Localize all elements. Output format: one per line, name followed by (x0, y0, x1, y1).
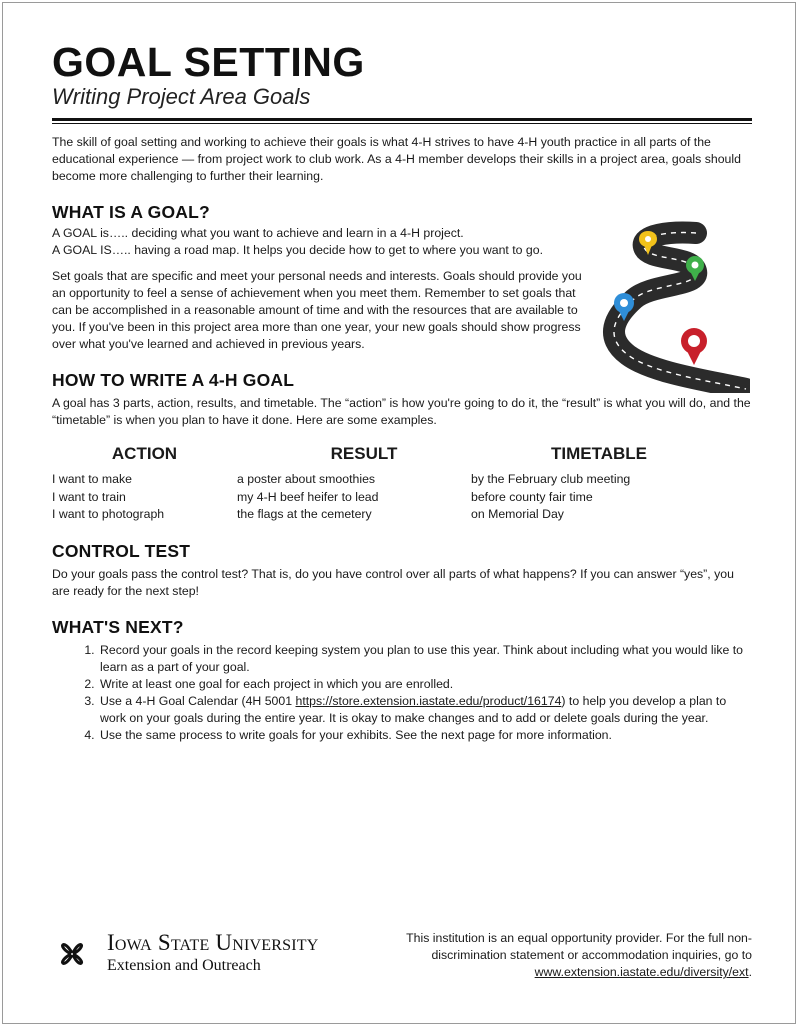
what-is-goal-section (52, 225, 752, 353)
result-column (237, 443, 471, 524)
result-cell: the flags at the cemetery (237, 507, 372, 521)
road-icon (614, 233, 746, 389)
timetable-cell: by the February club meeting (471, 472, 631, 486)
next-step-item: 2. Write at least one goal for each project in which you are enrolled. (98, 676, 752, 693)
map-pin-red-icon (681, 328, 707, 365)
nondiscrimination-statement (392, 930, 752, 981)
next-step-item: 1. Record your goals in the record keeping system you plan to use this year. Think about including what you would like to learn as a part of your goal. (98, 642, 752, 676)
title-rule-thin (52, 123, 752, 124)
action-cell: I want to photograph (52, 507, 165, 521)
result-column-header: RESULT (330, 444, 398, 463)
timetable-cell: on Memorial Day (471, 507, 564, 521)
footer (52, 928, 752, 978)
next-steps-list (52, 642, 752, 744)
section-heading-how-to-write: HOW TO WRITE A 4-H GOAL (52, 370, 295, 390)
next-step-item: 4. Use the same process to write goals for your exhibits. See the next page for more information. (98, 727, 752, 744)
result-cell: a poster about smoothies (237, 472, 376, 486)
section-heading-what-is-a-goal: WHAT IS A GOAL? (52, 202, 210, 222)
four-h-clover-icon (52, 934, 92, 974)
next-step-item-text: ) to help you develop a plan to work on your goals during the entire year. It is okay to make changes and to add or delete goals during the year. (100, 693, 727, 725)
result-cell: my 4-H beef heifer to lead (237, 489, 379, 504)
road-map-illustration (600, 221, 750, 393)
how-to-paragraph: A goal has 3 parts, action, results, and timetable. The “action” is how you're going to do it, the “result” is what you will do, and the “timetable” is when you plan to have it done. Here are some examples. (52, 396, 751, 427)
action-cell: I want to make (52, 472, 132, 486)
page-subtitle: Writing Project Area Goals (52, 84, 311, 109)
action-column-header: ACTION (111, 444, 178, 463)
action-cell: I want to train (52, 489, 126, 504)
action-column (52, 443, 237, 524)
university-name: Iowa State University (107, 930, 319, 955)
next-step-item-text: Use a 4-H Goal Calendar (4H 5001 (100, 693, 296, 708)
goal-definition-2: A GOAL IS….. having a road map. It helps you decide how to get to where you want to go. (52, 243, 544, 257)
document-body (52, 39, 752, 744)
goal-definition-1: A GOAL is….. deciding what you want to achieve and learn in a 4-H project. (52, 226, 464, 240)
intro-paragraph: The skill of goal setting and working to achieve their goals is what 4-H strives to have 4-H youth practice in all parts of the educational experience — from project work to club work. As a 4-H member develops their skills in a project area, goals should become more challenging to further their learning. (52, 135, 741, 183)
goal-guidance-paragraph: Set goals that are specific and meet your personal needs and interests. Goals should provide you an opportunity to feel a sense of achievement when you meet them. Remember to set goals that can be accomplished in a reasonable amount of time and with the resources that are available to you. If you've been in this project area more than one year, your new goals should show progress over what you've learned and achieved in previous years. (52, 269, 582, 351)
title-rule-thick (52, 118, 752, 121)
disclaimer-text: . (748, 965, 752, 979)
university-logo (107, 930, 318, 976)
section-heading-whats-next: WHAT'S NEXT? (52, 616, 184, 637)
diversity-link[interactable]: www.extension.iastate.edu/diversity/ext (534, 965, 749, 979)
goal-calendar-link[interactable]: https://store.extension.iastate.edu/product/16174 (295, 693, 562, 708)
section-heading-control-test: CONTROL TEST (52, 540, 191, 561)
university-unit: Extension and Outreach (107, 957, 261, 974)
next-step-item (98, 693, 752, 727)
page-title: GOAL SETTING (52, 39, 365, 85)
disclaimer-text: This institution is an equal opportunity provider. For the full non-discrimination statement or accommodation inquiries, go to (406, 931, 752, 962)
goal-examples-table (52, 443, 752, 524)
timetable-column (471, 443, 701, 524)
timetable-column-header: TIMETABLE (550, 444, 647, 463)
timetable-cell: before county fair time (471, 489, 593, 504)
control-test-paragraph: Do your goals pass the control test? That is, do you have control over all parts of what happens? If you can answer “yes”, you are ready for the next step! (52, 566, 734, 598)
